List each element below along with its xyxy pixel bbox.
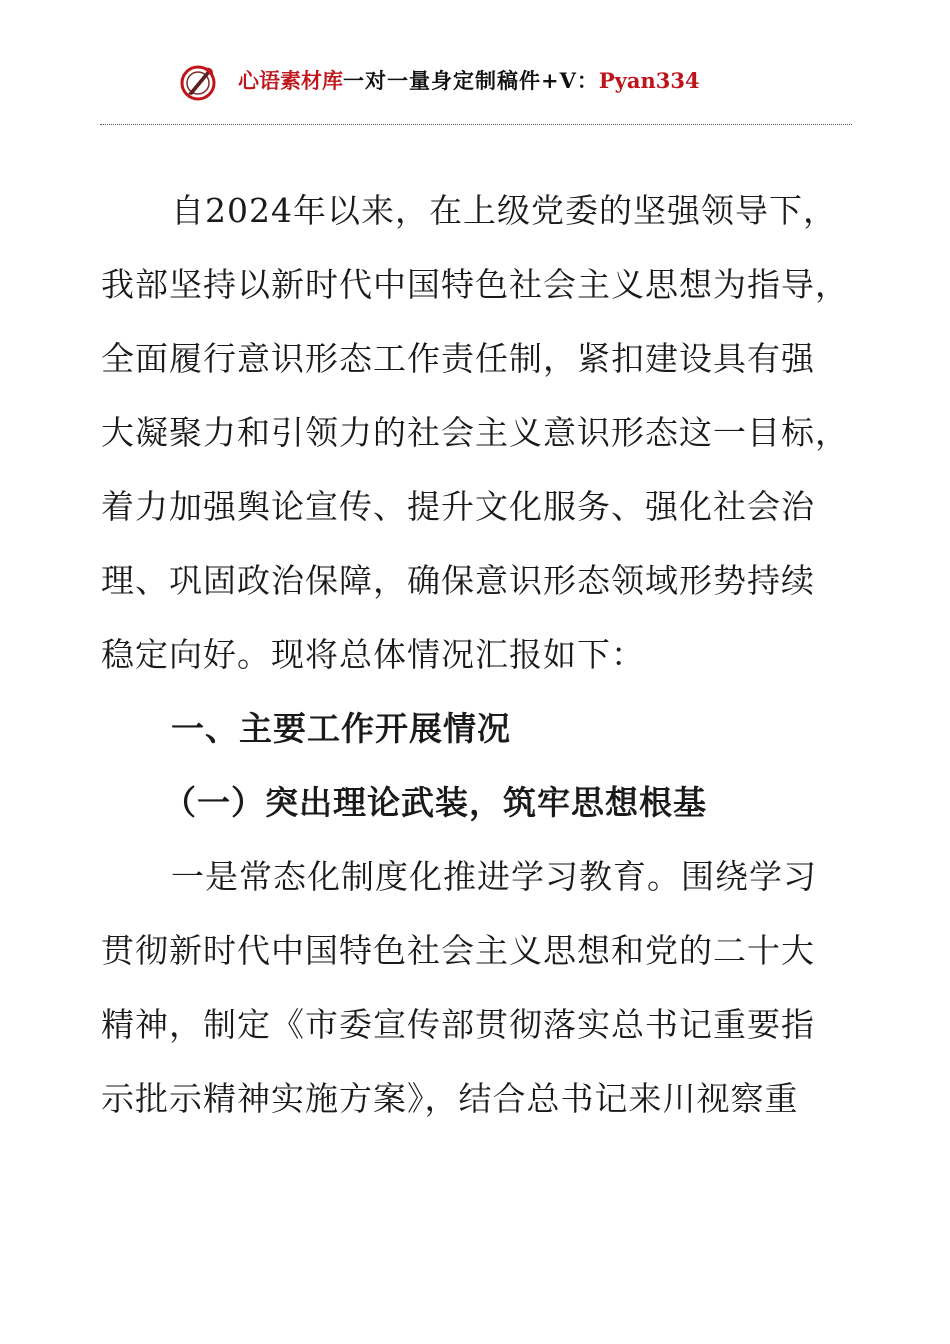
- quill-logo-icon: [178, 62, 218, 102]
- header-text: [238, 66, 700, 96]
- header-divider: [100, 124, 852, 125]
- body-line: 示批示精神实施方案》，结合总书记来川视察重: [101, 1079, 799, 1118]
- brand-name: 心语素材库: [238, 68, 343, 93]
- body-line: 精神，制定《市委宣传部贯彻落实总书记重要指: [101, 1005, 815, 1044]
- subsection-heading: （一）突出理论武装，筑牢思想根基: [163, 783, 707, 822]
- body-line: 我部坚持以新时代中国特色社会主义思想为指导，: [101, 265, 849, 304]
- contact-id: Pyan334: [598, 68, 700, 93]
- body-line: 稳定向好。现将总体情况汇报如下：: [101, 635, 645, 674]
- contact-prefix: +V：: [541, 68, 599, 93]
- body-line: 着力加强舆论宣传、提升文化服务、强化社会治: [101, 487, 815, 526]
- body-line: 大凝聚力和引领力的社会主义意识形态这一目标，: [101, 413, 849, 452]
- document-body: [101, 174, 861, 1136]
- body-line: 理、巩固政治保障，确保意识形态领域形势持续: [101, 561, 815, 600]
- body-line: 贯彻新时代中国特色社会主义思想和党的二十大: [101, 931, 815, 970]
- body-line: 全面履行意识形态工作责任制，紧扣建设具有强: [101, 339, 815, 378]
- body-line: 自2024年以来，在上级党委的坚强领导下，: [171, 191, 837, 230]
- page-header: [0, 58, 950, 106]
- header-slogan: 一对一量身定制稿件: [343, 68, 541, 93]
- section-heading: 一、主要工作开展情况: [171, 709, 511, 748]
- body-line: 一是常态化制度化推进学习教育。围绕学习: [171, 857, 817, 896]
